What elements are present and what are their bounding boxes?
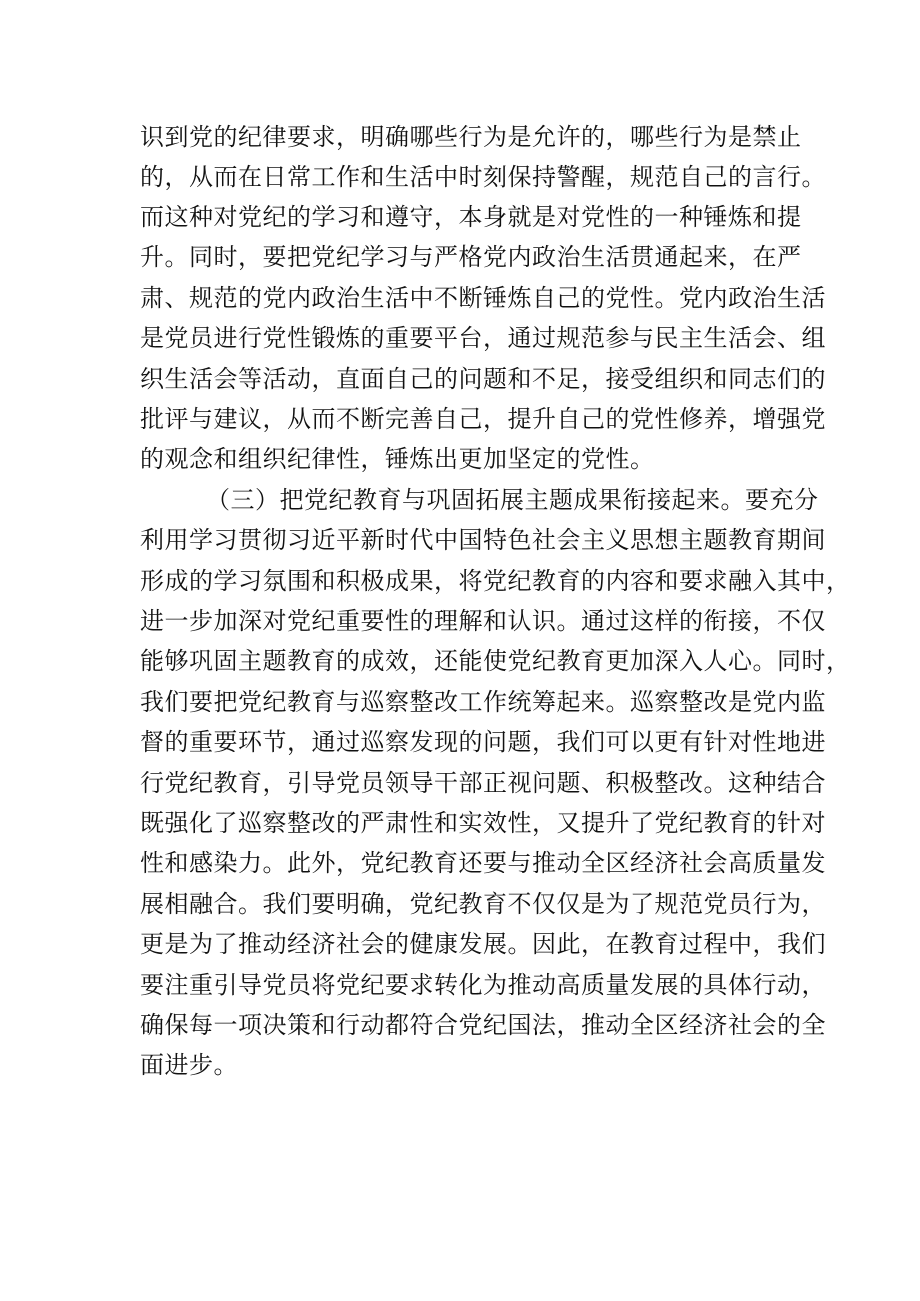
- text-line: 确保每一项决策和行动都符合党纪国法，推动全区经济社会的全: [140, 1011, 826, 1039]
- text-line: 批评与建议，从而不断完善自己，提升自己的党性修养，增强党: [140, 405, 826, 433]
- text-line: 我们要把党纪教育与巡察整改工作统筹起来。巡察整改是党内监: [140, 688, 826, 716]
- text-line: 升。同时，要把党纪学习与严格党内政治生活贯通起来，在严: [140, 243, 802, 271]
- text-line: 要注重引导党员将党纪要求转化为推动高质量发展的具体行动，: [140, 971, 826, 999]
- text-line: 肃、规范的党内政治生活中不断锤炼自己的党性。党内政治生活: [140, 284, 826, 312]
- text-line: 性和感染力。此外，党纪教育还要与推动全区经济社会高质量发: [140, 849, 826, 877]
- text-line: 识到党的纪律要求，明确哪些行为是允许的，哪些行为是禁止: [140, 123, 802, 151]
- text-line: 能够巩固主题教育的成效，还能使党纪教育更加深入人心。同时，: [140, 647, 851, 675]
- text-line: 利用学习贯彻习近平新时代中国特色社会主义思想主题教育期间: [140, 526, 826, 554]
- text-line: 督的重要环节，通过巡察发现的问题，我们可以更有针对性地进: [140, 728, 826, 756]
- text-line: 形成的学习氛围和积极成果，将党纪教育的内容和要求融入其中，: [140, 567, 851, 595]
- text-line: 更是为了推动经济社会的健康发展。因此，在教育过程中，我们: [140, 930, 826, 958]
- text-line: 既强化了巡察整改的严肃性和实效性，又提升了党纪教育的针对: [140, 809, 826, 837]
- text-line: 是党员进行党性锻炼的重要平台，通过规范参与民主生活会、组: [140, 324, 826, 352]
- text-line: 面进步。: [140, 1051, 238, 1079]
- text-line: 行党纪教育，引导党员领导干部正视问题、积极整改。这种结合: [140, 769, 826, 797]
- text-line: 的，从而在日常工作和生活中时刻保持警醒，规范自己的言行。: [140, 163, 826, 191]
- text-line: 展相融合。我们要明确，党纪教育不仅仅是为了规范党员行为，: [140, 890, 826, 918]
- text-line: 的观念和组织纪律性，锤炼出更加坚定的党性。: [140, 445, 655, 473]
- text-line: 织生活会等活动，直面自己的问题和不足，接受组织和同志们的: [140, 365, 826, 393]
- section-heading-line: （三）把党纪教育与巩固拓展主题成果衔接起来。要充分: [206, 486, 819, 514]
- text-line: 而这种对党纪的学习和遵守，本身就是对党性的一种锤炼和提: [140, 203, 802, 231]
- text-line: 进一步加深对党纪重要性的理解和认识。通过这样的衔接，不仅: [140, 607, 826, 635]
